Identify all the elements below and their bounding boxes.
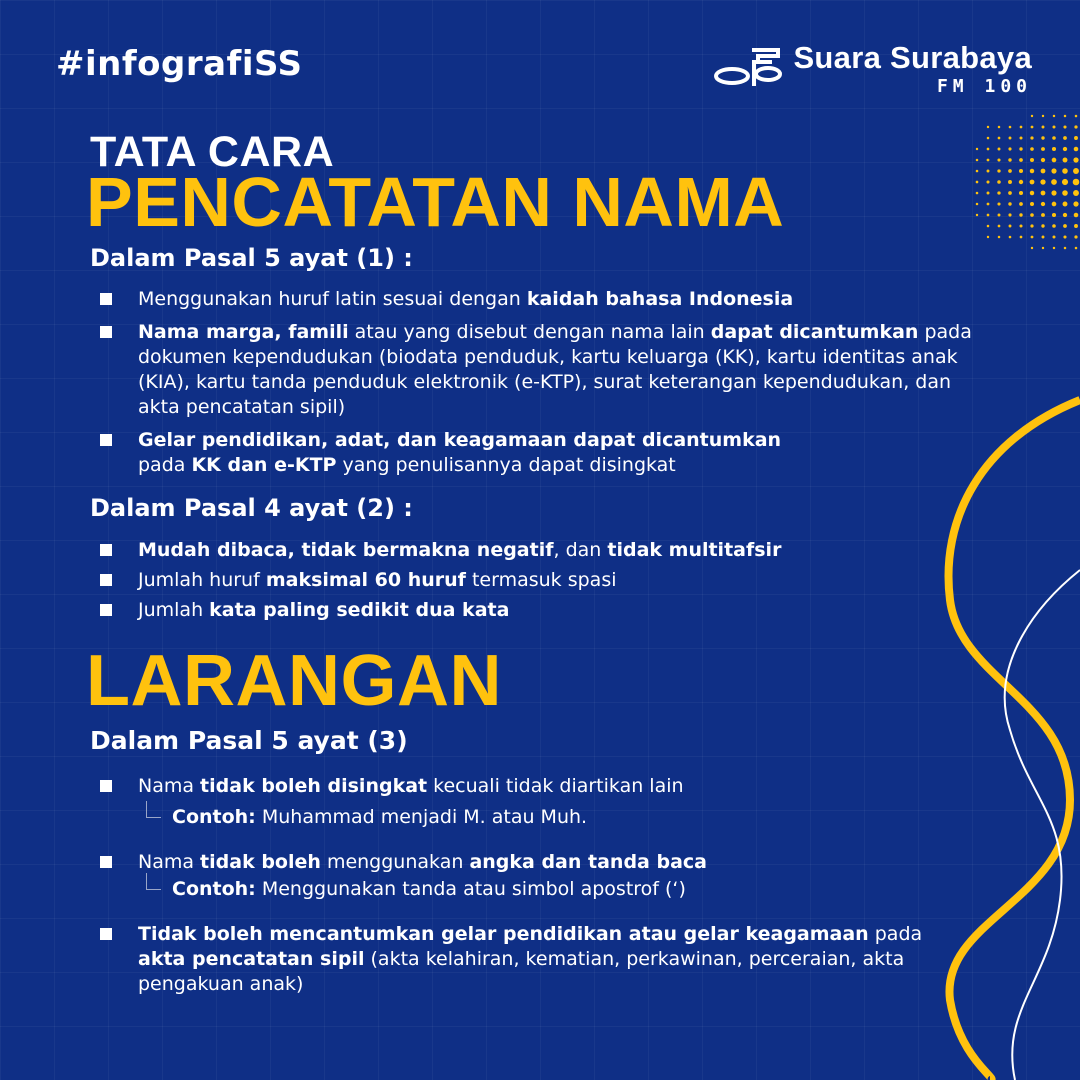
halftone-dot — [1030, 202, 1034, 206]
halftone-dot — [1042, 115, 1044, 117]
text: , dan — [553, 539, 608, 561]
halftone-dot — [987, 137, 990, 140]
halftone-dot — [1063, 213, 1067, 217]
bullet-icon — [100, 928, 112, 940]
halftone-dot — [1074, 235, 1077, 238]
title-line-2: PENCATATAN NAMA — [86, 163, 785, 241]
halftone-dot — [1019, 147, 1022, 150]
halftone-dot — [1019, 213, 1022, 216]
halftone-dot — [1075, 247, 1078, 250]
halftone-dot — [1008, 191, 1012, 195]
halftone-dot — [1073, 168, 1079, 174]
halftone-dot — [1062, 190, 1068, 196]
halftone-dot — [1020, 236, 1023, 239]
halftone-dot — [1019, 169, 1023, 173]
halftone-dot — [1063, 136, 1067, 140]
halftone-dot — [1064, 247, 1067, 250]
text: Nama — [138, 775, 201, 797]
section2-heading: Dalam Pasal 4 ayat (2) : — [90, 494, 413, 522]
halftone-dot — [1019, 191, 1023, 195]
text: menggunakan — [320, 851, 470, 873]
halftone-dot — [1052, 235, 1055, 238]
list-item — [98, 774, 978, 830]
halftone-dot — [1008, 158, 1011, 161]
halftone-dot — [987, 192, 990, 195]
list-item — [98, 287, 1008, 312]
halftone-dot — [997, 202, 1000, 205]
bold-text: Nama marga, famili — [138, 321, 349, 343]
bold-text: KK dan e-KTP — [191, 454, 337, 476]
halftone-dot — [1074, 136, 1078, 140]
halftone-dot — [1030, 191, 1034, 195]
halftone-dot — [1074, 125, 1077, 128]
halftone-dot — [987, 159, 990, 162]
list-item — [98, 538, 998, 563]
halftone-dot — [987, 236, 989, 238]
halftone-dot — [1019, 224, 1022, 227]
text: atau yang disebut dengan nama lain — [348, 321, 711, 343]
halftone-dot — [1008, 147, 1011, 150]
bold-text: Mudah dibaca, tidak bermakna negatif — [138, 539, 554, 561]
halftone-dot — [1063, 147, 1067, 151]
halftone-dot — [1019, 202, 1023, 206]
halftone-dot — [1073, 179, 1080, 186]
bold-text: tidak boleh — [200, 851, 321, 873]
bullet-icon — [100, 544, 112, 556]
text: Muhammad menjadi M. atau Muh. — [255, 806, 588, 828]
halftone-dot — [1074, 224, 1078, 228]
halftone-dot — [1073, 190, 1079, 196]
halftone-dot — [1041, 169, 1046, 174]
halftone-dot — [1063, 224, 1067, 228]
halftone-dot — [1063, 158, 1068, 163]
halftone-dot — [1052, 136, 1056, 140]
bold-text: kata paling sedikit dua kata — [209, 599, 510, 621]
bold-text: angka dan tanda baca — [469, 851, 707, 873]
section2-list — [98, 538, 998, 623]
halftone-dot — [1053, 115, 1055, 117]
halftone-dot — [997, 169, 1000, 172]
bold-text: dapat dicantumkan — [710, 321, 919, 343]
halftone-dot — [1031, 247, 1033, 249]
halftone-dot — [976, 203, 979, 206]
halftone-dot — [1019, 158, 1023, 162]
halftone-dot — [1075, 115, 1078, 118]
halftone-dot — [1041, 213, 1045, 217]
halftone-dot — [1052, 125, 1055, 128]
tree-connector-icon — [146, 801, 161, 818]
bullet-icon — [100, 856, 112, 868]
halftone-dot — [1030, 224, 1033, 227]
music-note-logo-icon — [712, 46, 782, 92]
halftone-dot — [1063, 125, 1066, 128]
list-item — [98, 568, 998, 593]
halftone-dot — [1031, 115, 1033, 117]
larangan-title: LARANGAN — [86, 641, 502, 721]
halftone-dot — [998, 236, 1001, 239]
halftone-dot — [1052, 224, 1056, 228]
halftone-dot — [1064, 115, 1067, 118]
halftone-dot — [1041, 147, 1045, 151]
halftone-dot — [1030, 169, 1034, 173]
halftone-dot — [1019, 180, 1023, 184]
halftone-dot — [1073, 157, 1078, 162]
bullet-icon — [100, 574, 112, 586]
text: Jumlah — [138, 599, 210, 621]
list-item — [98, 428, 1008, 478]
halftone-dot — [1008, 169, 1012, 173]
hashtag-label: #infografiSS — [56, 44, 303, 84]
halftone-dot — [1031, 126, 1034, 129]
halftone-dot — [1030, 180, 1035, 185]
halftone-dot — [1051, 179, 1057, 185]
bold-text: Tidak boleh mencantumkan gelar pendidikan atau gelar keagamaan — [138, 923, 869, 945]
halftone-dot — [1041, 136, 1044, 139]
halftone-dot — [1019, 136, 1022, 139]
halftone-dot — [987, 126, 989, 128]
halftone-dot — [976, 181, 979, 184]
section1-heading: Dalam Pasal 5 ayat (1) : — [90, 244, 413, 272]
text: pada — [874, 923, 923, 945]
bullet-icon — [100, 293, 112, 305]
halftone-dot — [1062, 168, 1068, 174]
text: pada dokumen kependudukan (biodata penduduk, kartu keluarga (KK), kartu identitas anak (KIA), kartu tanda penduduk elektronik (e-KTP), surat keterangan kependudukan, dan akta pencatatan sipil) — [138, 321, 972, 418]
halftone-dot — [998, 126, 1001, 129]
halftone-dot — [1051, 168, 1056, 173]
bold-text: kaidah bahasa Indonesia — [526, 288, 794, 310]
larangan-list — [98, 774, 978, 997]
halftone-dot — [998, 148, 1001, 151]
tree-connector-icon — [146, 873, 161, 890]
bullet-icon — [100, 326, 112, 338]
halftone-dot — [997, 191, 1000, 194]
halftone-dot — [1063, 202, 1068, 207]
bullet-icon — [100, 434, 112, 446]
halftone-dot — [986, 180, 989, 183]
bold-text: Gelar pendidikan, adat, dan keagamaan dapat dicantumkan — [138, 429, 782, 451]
halftone-dot — [1052, 158, 1057, 163]
halftone-dot — [976, 159, 979, 162]
bold-text: maksimal 60 huruf — [265, 569, 466, 591]
halftone-dot — [987, 170, 990, 173]
halftone-dot — [976, 148, 978, 150]
halftone-dot — [998, 214, 1001, 217]
halftone-dot — [1041, 191, 1046, 196]
text: Jumlah huruf — [138, 569, 266, 591]
bullet-icon — [100, 604, 112, 616]
halftone-dot — [1042, 236, 1045, 239]
list-item — [98, 598, 998, 623]
halftone-dot — [987, 148, 990, 151]
halftone-dot — [997, 158, 1000, 161]
section1-list — [98, 287, 1008, 478]
halftone-dot — [1009, 236, 1012, 239]
list-item — [98, 850, 978, 902]
halftone-dot — [1062, 179, 1068, 185]
halftone-dot — [1041, 224, 1044, 227]
halftone-dot — [1074, 213, 1079, 218]
halftone-dot — [1030, 136, 1033, 139]
example-line — [138, 877, 978, 902]
halftone-dot — [1009, 225, 1012, 228]
larangan-heading: Dalam Pasal 5 ayat (3) — [90, 726, 408, 755]
halftone-dot — [998, 137, 1001, 140]
brand-name: Suara Surabaya — [793, 40, 1032, 75]
halftone-dot — [1031, 236, 1034, 239]
bold-text: Contoh: — [172, 878, 256, 900]
halftone-dot — [1009, 137, 1012, 140]
halftone-dot — [1030, 213, 1034, 217]
bullet-icon — [100, 780, 112, 792]
halftone-dot — [1041, 202, 1045, 206]
bold-text: tidak boleh disingkat — [200, 775, 428, 797]
bold-text: tidak multitafsir — [607, 539, 782, 561]
halftone-dot — [998, 225, 1001, 228]
halftone-dot — [976, 192, 979, 195]
halftone-dot — [1020, 126, 1023, 129]
halftone-dot — [1053, 247, 1055, 249]
halftone-dot — [1040, 179, 1045, 184]
bold-text: akta pencatatan sipil — [138, 948, 365, 970]
text: kecuali tidak diartikan lain — [427, 775, 684, 797]
halftone-dot — [976, 170, 979, 173]
halftone-dot — [987, 203, 990, 206]
text: yang penulisannya dapat disingkat — [336, 454, 676, 476]
text: Menggunakan huruf latin sesuai dengan — [138, 288, 527, 310]
text: pada — [138, 454, 186, 476]
halftone-dot — [1052, 147, 1056, 151]
halftone-dot — [1042, 247, 1044, 249]
halftone-dots-decoration — [960, 110, 1080, 250]
title-line-1: TATA CARA — [90, 128, 335, 176]
halftone-dot — [1051, 190, 1056, 195]
halftone-dot — [1073, 201, 1078, 206]
halftone-dot — [1042, 126, 1045, 129]
halftone-dot — [1030, 147, 1034, 151]
halftone-dot — [987, 225, 990, 228]
halftone-dot — [997, 180, 1001, 184]
halftone-dot — [1008, 202, 1011, 205]
halftone-dot — [1008, 180, 1012, 184]
brand-frequency: FM 100 — [936, 76, 1032, 97]
bold-text: Contoh: — [172, 806, 256, 828]
text: Nama — [138, 851, 201, 873]
list-item — [98, 320, 988, 420]
example-line — [138, 805, 978, 830]
halftone-dot — [1063, 235, 1066, 238]
halftone-dot — [1008, 213, 1011, 216]
halftone-dot — [1030, 158, 1034, 162]
text: (akta kelahiran, kematian, perkawinan, perceraian, akta pengakuan anak) — [138, 948, 905, 995]
halftone-dot — [976, 214, 978, 216]
halftone-dot — [1074, 147, 1079, 152]
list-item — [98, 922, 978, 997]
suara-surabaya-logo — [712, 40, 1032, 100]
halftone-dot — [1052, 213, 1056, 217]
halftone-dot — [987, 214, 990, 217]
text: termasuk spasi — [465, 569, 617, 591]
text: Menggunakan tanda atau simbol apostrof (‘) — [255, 878, 686, 900]
halftone-dot — [1041, 158, 1045, 162]
halftone-dot — [1009, 126, 1012, 129]
halftone-dot — [1052, 202, 1057, 207]
